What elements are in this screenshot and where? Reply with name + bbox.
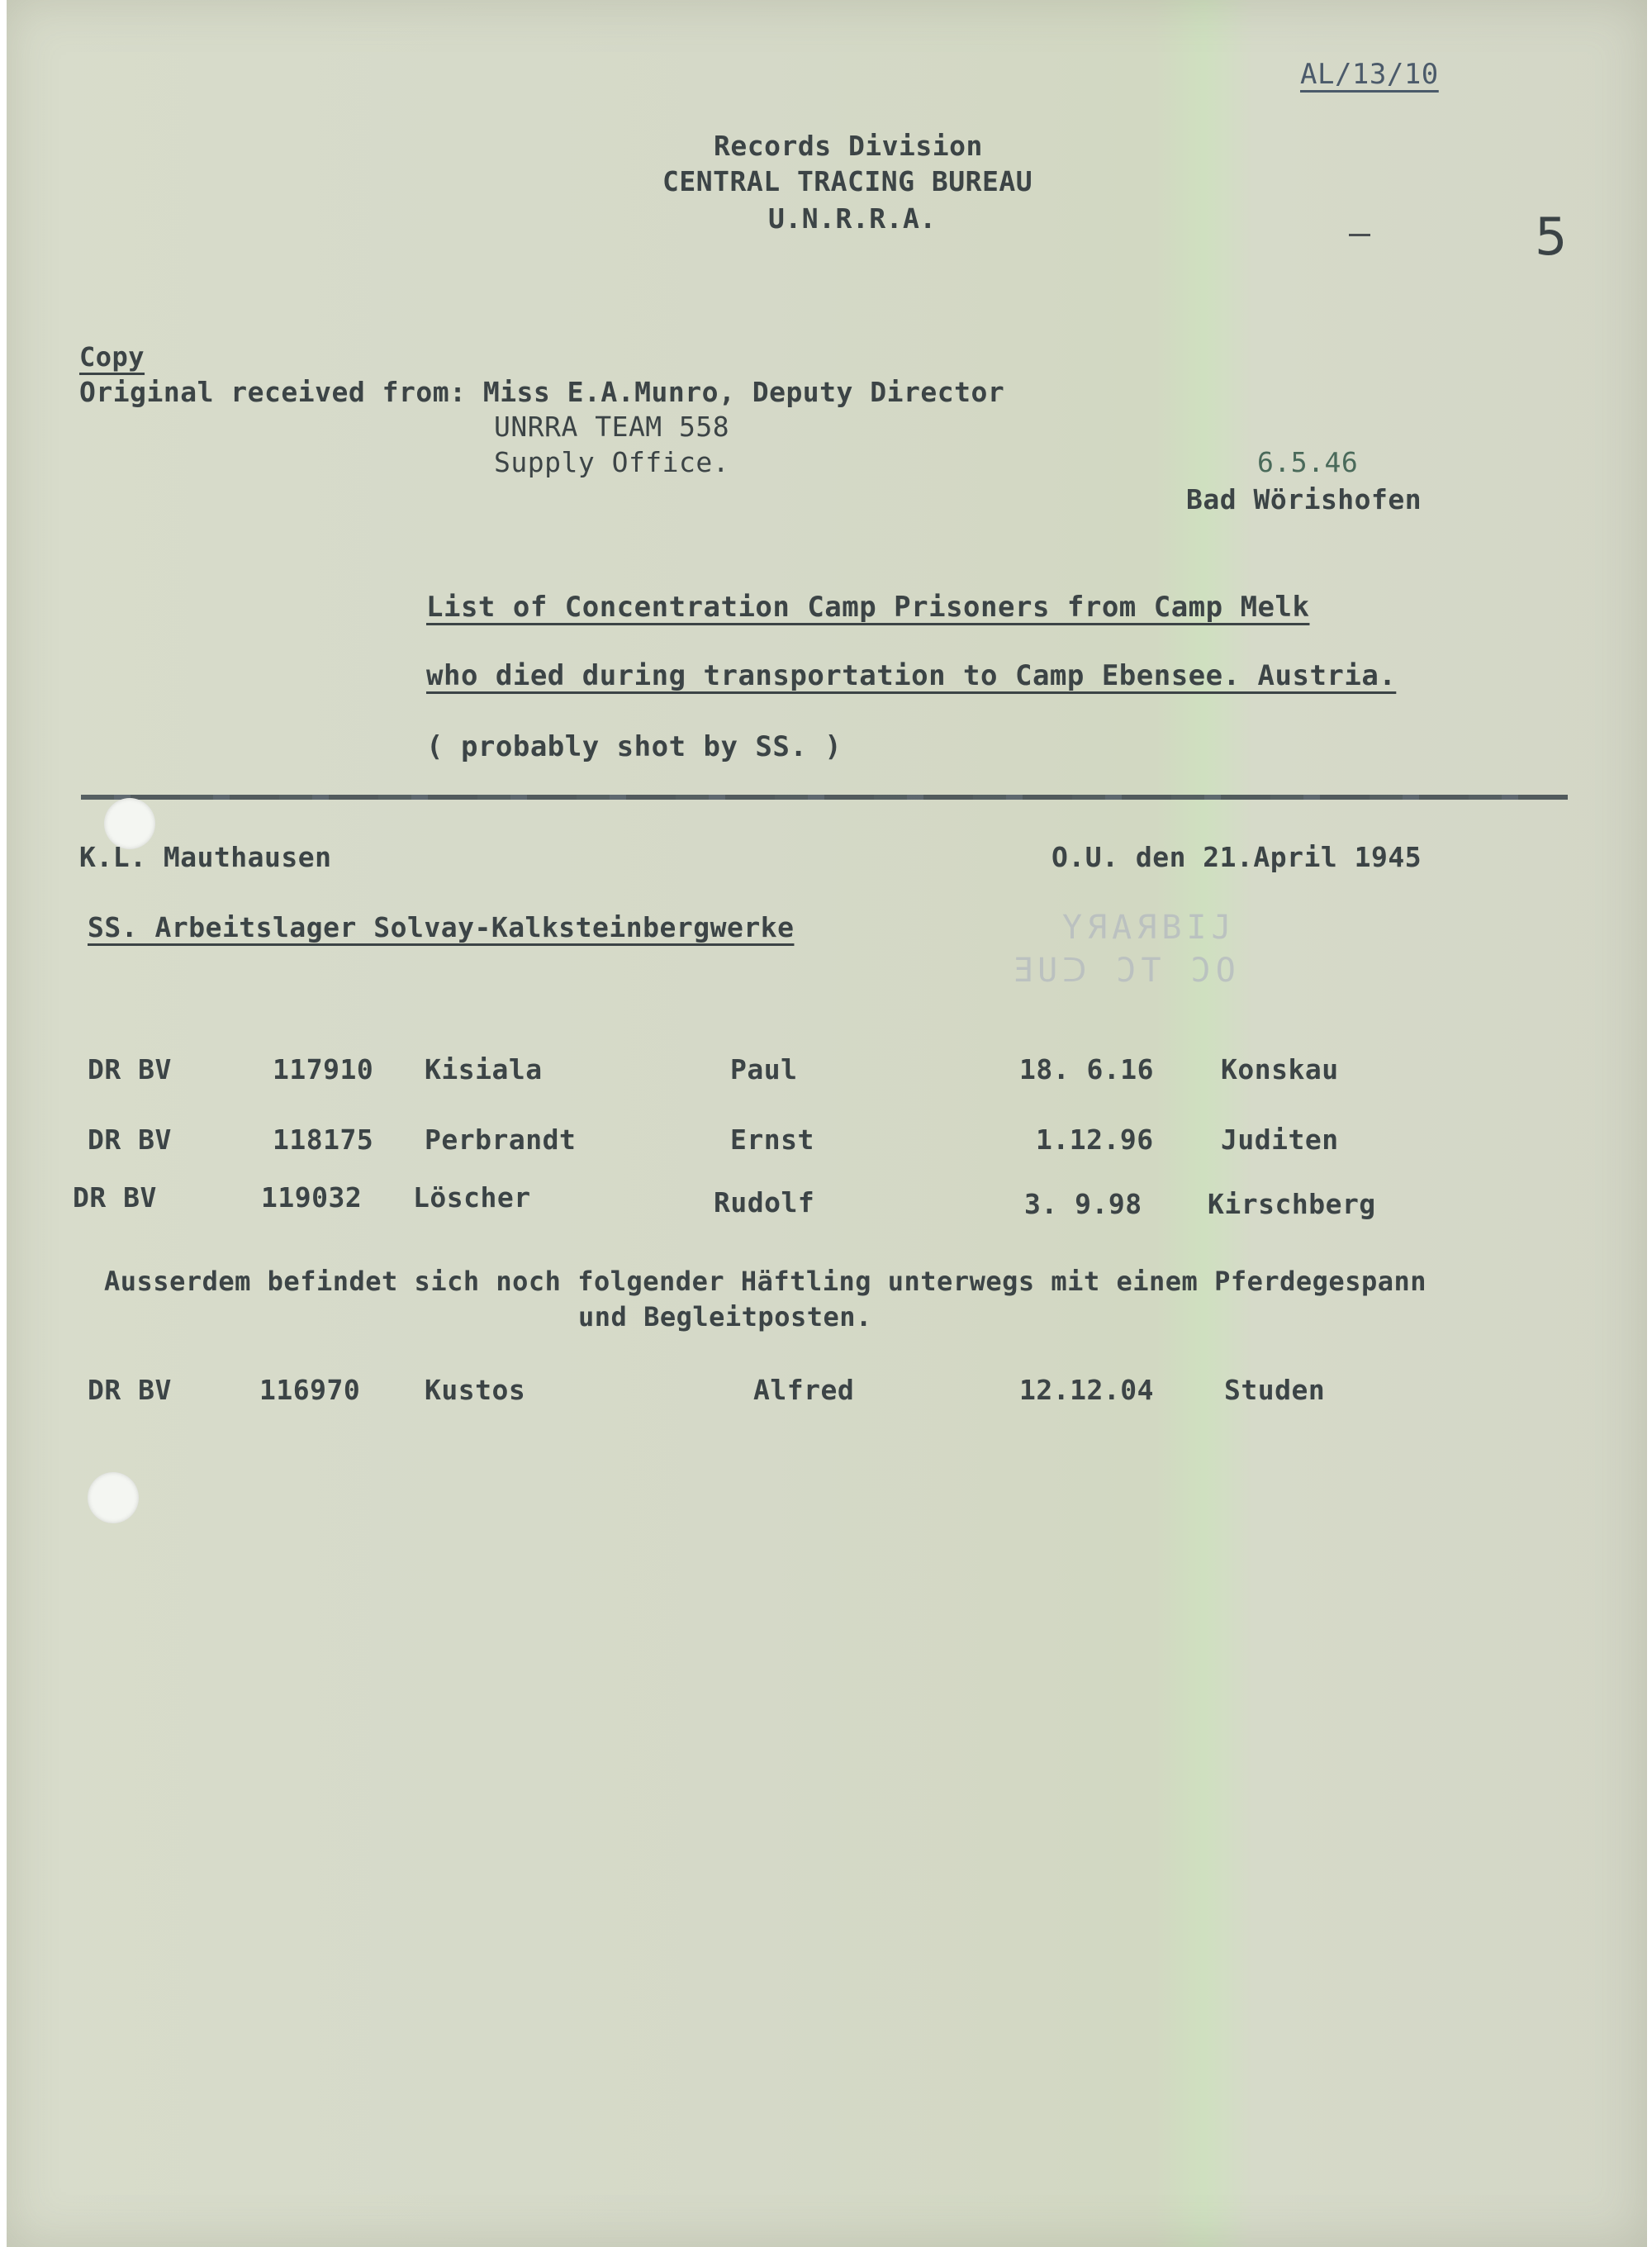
margin-dash <box>1349 234 1370 236</box>
prisoner-birth-date: 18. 6.16 <box>1019 1053 1154 1085</box>
note-line-1: Ausserdem befindet sich noch folgender Häftling unterwegs mit einem Pferdegespann <box>104 1266 1427 1297</box>
prisoner-surname: Perbrandt <box>425 1124 577 1156</box>
prisoner-birth-date: 12.12.04 <box>1019 1374 1154 1406</box>
document-page <box>7 0 1647 2247</box>
prisoner-first-name: Alfred <box>753 1374 855 1406</box>
letterhead-line-1: Records Division <box>714 130 983 162</box>
received-from-line: Original received from: Miss E.A.Munro, Deputy Director <box>79 376 1005 408</box>
letterhead-line-3: U.N.R.R.A. <box>768 202 937 235</box>
prisoner-first-name: Rudolf <box>714 1186 815 1219</box>
letterhead-line-2: CENTRAL TRACING BUREAU <box>662 165 1033 197</box>
office-line: Supply Office. <box>494 446 730 478</box>
prisoner-category: DR BV <box>88 1053 172 1085</box>
prisoner-surname: Kisiala <box>425 1053 543 1085</box>
note-line-2: und Begleitposten. <box>578 1301 872 1333</box>
copy-label: Copy <box>79 341 145 373</box>
prisoner-category: DR BV <box>88 1124 172 1156</box>
camp-date: O.U. den 21.April 1945 <box>1051 841 1422 873</box>
prisoner-surname: Kustos <box>425 1374 526 1406</box>
title-line-1: List of Concentration Camp Prisoners from Camp Melk <box>426 591 1310 624</box>
prisoner-number: 118175 <box>273 1124 374 1156</box>
kl-mauthausen: K.L. Mauthausen <box>79 841 332 873</box>
prisoner-birth-date: 3. 9.98 <box>1024 1188 1142 1220</box>
prisoner-birth-place: Juditen <box>1221 1124 1339 1156</box>
prisoner-surname: Löscher <box>413 1181 531 1214</box>
prisoner-number: 117910 <box>273 1053 374 1085</box>
prisoner-first-name: Ernst <box>730 1124 814 1156</box>
prisoner-first-name: Paul <box>730 1053 798 1085</box>
page-number: 5 <box>1535 207 1568 267</box>
prisoner-number: 116970 <box>259 1374 361 1406</box>
letter-place: Bad Wörishofen <box>1186 483 1422 515</box>
separator-line <box>81 795 1568 800</box>
stamp-line-1: YЯAЯBIJ <box>1062 909 1237 947</box>
letter-date: 6.5.46 <box>1257 446 1359 478</box>
prisoner-category: DR BV <box>73 1181 157 1214</box>
team-line: UNRRA TEAM 558 <box>494 411 730 443</box>
punch-hole-bottom <box>88 1472 139 1523</box>
prisoner-birth-place: Kirschberg <box>1208 1188 1376 1220</box>
title-line-3: ( probably shot by SS. ) <box>426 730 843 763</box>
prisoner-birth-place: Konskau <box>1221 1053 1339 1085</box>
prisoner-birth-date: 1.12.96 <box>1036 1124 1154 1156</box>
stamp-line-2: ƎUᑐ ƆT ƆO <box>1013 952 1241 990</box>
labor-camp-name: SS. Arbeitslager Solvay-Kalksteinbergwerke <box>88 911 795 943</box>
prisoner-birth-place: Studen <box>1224 1374 1326 1406</box>
prisoner-number: 119032 <box>261 1181 363 1214</box>
title-line-2: who died during transportation to Camp Ebensee. Austria. <box>426 659 1397 692</box>
reference-number: AL/13/10 <box>1300 58 1439 91</box>
prisoner-category: DR BV <box>88 1374 172 1406</box>
